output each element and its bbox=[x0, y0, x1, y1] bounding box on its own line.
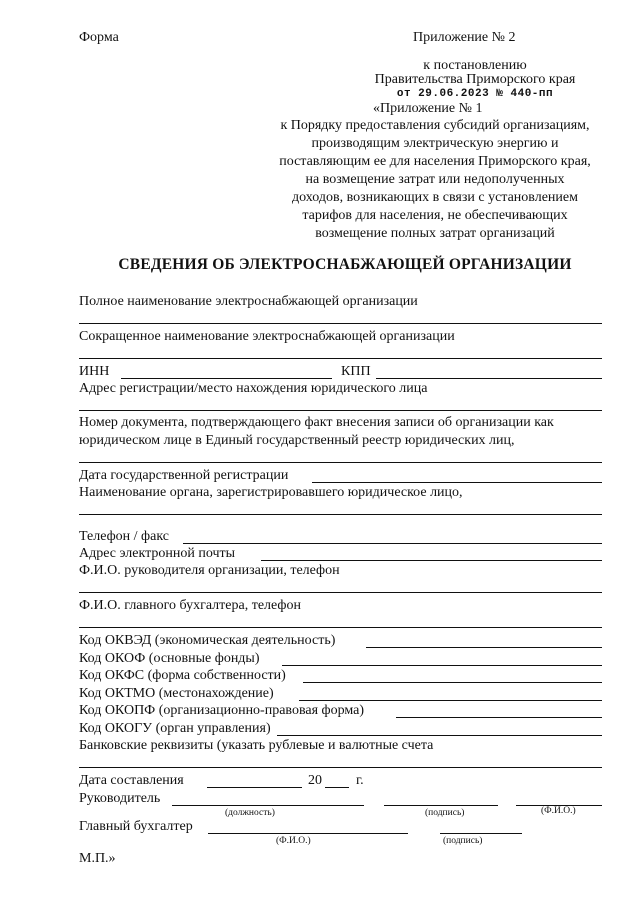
procedure-line: производящим электрическую энергию и bbox=[311, 136, 559, 151]
government-name: Правительства Приморского края bbox=[374, 72, 576, 87]
egrul-doc-label: Номер документа, подтверждающего факт внесения записи об организации как bbox=[79, 415, 554, 430]
okof-field[interactable] bbox=[282, 665, 602, 666]
short-name-label: Сокращенное наименование электроснабжающей организации bbox=[79, 329, 455, 344]
oktmo-field[interactable] bbox=[299, 700, 602, 701]
head-signature-field[interactable] bbox=[384, 805, 498, 806]
kpp-field[interactable] bbox=[376, 378, 602, 379]
procedure-line: поставляющим ее для населения Приморского края, bbox=[279, 154, 591, 169]
okfs-label: Код ОКФС (форма собственности) bbox=[79, 668, 286, 683]
fio-caption-2: (Ф.И.О.) bbox=[276, 836, 311, 846]
form-label: Форма bbox=[79, 30, 119, 45]
email-label: Адрес электронной почты bbox=[79, 546, 236, 561]
procedure-line: к Порядку предоставления субсидий организациям, bbox=[280, 118, 590, 133]
compile-date-field[interactable] bbox=[207, 787, 302, 788]
year-suffix: г. bbox=[356, 773, 364, 788]
okved-field[interactable] bbox=[366, 647, 602, 648]
phone-fax-field[interactable] bbox=[183, 543, 602, 544]
director-field[interactable] bbox=[79, 592, 602, 593]
okfs-field[interactable] bbox=[303, 682, 602, 683]
seal-placeholder: М.П.» bbox=[79, 851, 116, 866]
inn-label: ИНН bbox=[79, 364, 110, 379]
egrul-doc-field[interactable] bbox=[79, 462, 602, 463]
compile-date-label: Дата составления bbox=[79, 773, 184, 788]
oktmo-label: Код ОКТМО (местонахождение) bbox=[79, 686, 274, 701]
director-label: Ф.И.О. руководителя организации, телефон bbox=[79, 563, 340, 578]
okved-label: Код ОКВЭД (экономическая деятельность) bbox=[79, 633, 336, 648]
okof-label: Код ОКОФ (основные фонды) bbox=[79, 651, 260, 666]
reg-organ-field[interactable] bbox=[79, 514, 602, 515]
reg-date-field[interactable] bbox=[312, 482, 602, 483]
document-title: СВЕДЕНИЯ ОБ ЭЛЕКТРОСНАБЖАЮЩЕЙ ОРГАНИЗАЦИИ bbox=[118, 256, 572, 273]
egrul-doc-label-cont: юридическом лице в Единый государственный реестр юридических лиц, bbox=[79, 433, 515, 448]
procedure-line: доходов, возникающих в связи с установлением bbox=[292, 190, 578, 205]
procedure-line: на возмещение затрат или недополученных bbox=[305, 172, 565, 187]
procedure-line: тарифов для населения, не обеспечивающих bbox=[302, 208, 568, 223]
signature-caption-2: (подпись) bbox=[443, 836, 483, 846]
resolution-date-number: от 29.06.2023 № 440-пп bbox=[396, 88, 554, 100]
chief-accountant-label: Главный бухгалтер bbox=[79, 819, 193, 834]
bank-details-label: Банковские реквизиты (указать рублевые и валютные счета bbox=[79, 738, 434, 753]
head-label: Руководитель bbox=[79, 791, 161, 806]
year-prefix: 20 bbox=[308, 773, 322, 788]
short-name-field[interactable] bbox=[79, 358, 602, 359]
appendix-one: «Приложение № 1 bbox=[373, 101, 483, 116]
okogu-label: Код ОКОГУ (орган управления) bbox=[79, 721, 271, 736]
resolution-ref: к постановлению bbox=[423, 58, 527, 73]
accountant-signature-field[interactable] bbox=[440, 833, 522, 834]
year-field[interactable] bbox=[325, 787, 349, 788]
bank-details-field[interactable] bbox=[79, 767, 602, 768]
procedure-line: возмещение полных затрат организаций bbox=[315, 226, 555, 241]
signature-caption: (подпись) bbox=[425, 808, 465, 818]
full-name-label: Полное наименование электроснабжающей организации bbox=[79, 294, 418, 309]
reg-organ-label: Наименование органа, зарегистрировавшего юридическое лицо, bbox=[79, 485, 463, 500]
head-position-field[interactable] bbox=[172, 805, 364, 806]
appendix-number: Приложение № 2 bbox=[413, 30, 516, 45]
kpp-label: КПП bbox=[341, 364, 371, 379]
inn-field[interactable] bbox=[121, 378, 332, 379]
okopf-field[interactable] bbox=[396, 717, 602, 718]
address-label: Адрес регистрации/место нахождения юридического лица bbox=[79, 381, 428, 396]
accountant-label: Ф.И.О. главного бухгалтера, телефон bbox=[79, 598, 301, 613]
okogu-field[interactable] bbox=[277, 735, 602, 736]
full-name-field[interactable] bbox=[79, 323, 602, 324]
accountant-fio-field[interactable] bbox=[208, 833, 408, 834]
phone-fax-label: Телефон / факс bbox=[79, 529, 170, 544]
email-field[interactable] bbox=[261, 560, 602, 561]
fio-caption: (Ф.И.О.) bbox=[541, 806, 576, 816]
reg-date-label: Дата государственной регистрации bbox=[79, 468, 289, 483]
accountant-field[interactable] bbox=[79, 627, 602, 628]
okopf-label: Код ОКОПФ (организационно-правовая форма) bbox=[79, 703, 365, 718]
address-field[interactable] bbox=[79, 410, 602, 411]
position-caption: (должность) bbox=[225, 808, 275, 818]
